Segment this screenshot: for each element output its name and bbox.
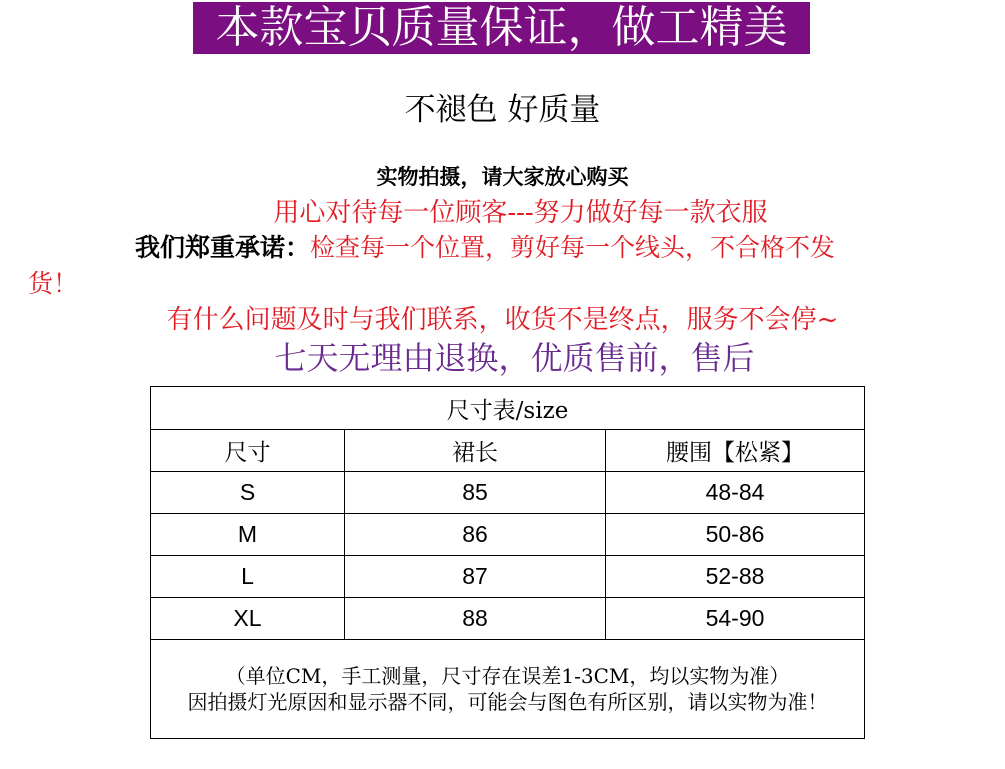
header-waist: 腰围【松紧】 <box>606 430 865 472</box>
promise-line <box>135 230 835 266</box>
size-table-caption: 尺寸表/size <box>151 387 865 430</box>
table-row <box>151 598 865 640</box>
promise-text: 检查每一个位置，剪好每一个线头，不合格不发 <box>310 233 836 262</box>
cell-length: 86 <box>345 514 606 556</box>
note-line-1: （单位CM，手工测量，尺寸存在误差1-3CM，均以实物为准） <box>225 664 790 688</box>
cell-waist: 48-84 <box>606 472 865 514</box>
note-line-2: 因拍摄灯光原因和显示器不同，可能会与图色有所区别，请以实物为准！ <box>187 690 828 714</box>
return-policy: 七天无理由退换，优质售前，售后 <box>274 339 755 377</box>
cell-waist: 52-88 <box>606 556 865 598</box>
size-table <box>150 386 865 739</box>
cell-size: XL <box>151 598 345 640</box>
size-table-header-row <box>151 430 865 472</box>
cell-length: 85 <box>345 472 606 514</box>
header-skirt-length: 裙长 <box>345 430 606 472</box>
header-size: 尺寸 <box>151 430 345 472</box>
cell-size: M <box>151 514 345 556</box>
photo-note: 实物拍摄，请大家放心购买 <box>376 164 629 189</box>
size-table-note-row <box>151 640 865 739</box>
table-row <box>151 514 865 556</box>
promise-text-continued: 货！ <box>28 269 79 298</box>
contact-note: 有什么问题及时与我们联系，收货不是终点，服务不会停~ <box>166 305 839 335</box>
cell-waist: 50-86 <box>606 514 865 556</box>
promise-label: 我们郑重承诺： <box>135 233 311 262</box>
cell-size: L <box>151 556 345 598</box>
cell-size: S <box>151 472 345 514</box>
subtitle: 不褪色 好质量 <box>404 92 601 128</box>
size-table-note <box>151 640 865 739</box>
service-slogan: 用心对待每一位顾客---努力做好每一款衣服 <box>273 198 768 228</box>
cell-length: 87 <box>345 556 606 598</box>
size-table-caption-row <box>151 387 865 430</box>
table-row <box>151 472 865 514</box>
cell-length: 88 <box>345 598 606 640</box>
cell-waist: 54-90 <box>606 598 865 640</box>
banner-title: 本款宝贝质量保证，做工精美 <box>193 2 810 54</box>
table-row <box>151 556 865 598</box>
